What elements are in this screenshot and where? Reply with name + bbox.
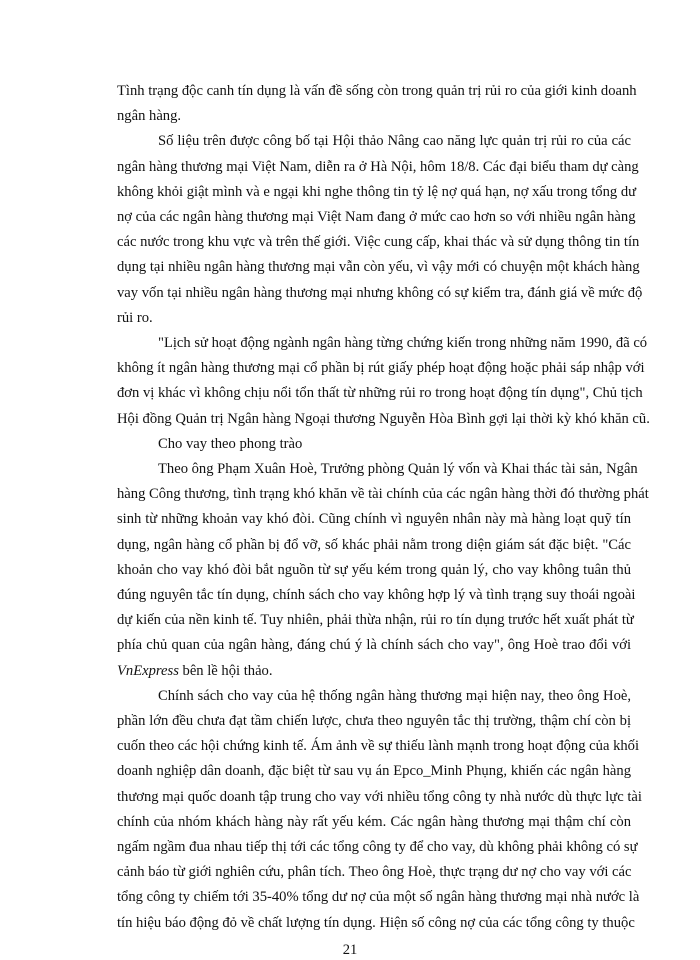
text-line: đúng nguyên tắc tín dụng, chính sách cho vay không hợp lý và tình trạng suy thoái ngoài — [117, 587, 636, 603]
text-line: cuốn theo các hội chứng kinh tế. Ám ảnh về sự thiếu lành mạnh trong hoạt động của khối — [117, 738, 640, 755]
text-line: thương mại quốc doanh tập trung cho vay với nhiều tổng công ty nhà nước dù thực lực tài — [117, 788, 642, 805]
text-line: phía chủ quan của ngân hàng, đáng chú ý là chính sách cho vay", ông Hoè trao đổi với — [117, 637, 631, 654]
text-line: Tình trạng độc canh tín dụng là vấn đề sống còn trong quản trị rủi ro của giới kinh doanh — [117, 83, 637, 99]
text-line: sinh từ những khoản vay khó đòi. Cũng chính vì nguyên nhân này mà hàng loạt quỹ tín — [117, 511, 631, 528]
text-line: dụng tại nhiều ngân hàng thương mại vẫn còn yếu, vì vậy mới có chuyện một khách hàng — [117, 259, 640, 276]
page-number: 21 — [342, 941, 358, 958]
text-line: Chính sách cho vay của hệ thống ngân hàng thương mại hiện nay, theo ông Hoè, — [158, 687, 631, 704]
text-line: hàng Công thương, tình trạng khó khăn về tài chính của các ngân hàng thời đó thường phát — [117, 486, 649, 503]
text-line: Số liệu trên được công bố tại Hội thảo Nâng cao năng lực quản trị rủi ro của các — [158, 133, 631, 150]
text-line: vay vốn tại nhiều ngân hàng thương mại nhưng không có sự kiểm tra, đánh giá về mức độ — [117, 284, 643, 301]
text-line: doanh nghiệp dân doanh, đặc biệt từ sau vụ án Epco_Minh Phụng, khiến các ngân hàng — [117, 763, 631, 780]
text-line: tín hiệu báo động đỏ về chất lượng tín dụng. Hiện số công nợ của các tổng công ty thuộc — [117, 914, 635, 931]
text-line: Hội đồng Quản trị Ngân hàng Ngoại thương Nguyễn Hòa Bình gợi lại thời kỳ khó khăn cũ. — [117, 410, 650, 427]
text-line: chính của nhóm khách hàng này rất yếu kém. Các ngân hàng thương mại thậm chí còn — [117, 813, 631, 830]
text-line: tổng công ty chiếm tới 35-40% tổng dư nợ của một số ngân hàng thương mại nhà nước là — [117, 889, 640, 906]
text-line: Theo ông Phạm Xuân Hoè, Trưởng phòng Quản lý vốn và Khai thác tài sản, Ngân — [158, 461, 638, 477]
text-line: ngân hàng thương mại Việt Nam, diễn ra ở Hà Nội, hôm 18/8. Các đại biểu tham dự càng — [117, 158, 639, 175]
text-line: dự kiến của nền kinh tế. Tuy nhiên, phải thừa nhận, rủi ro tín dụng trước hết xuất phát từ — [117, 612, 634, 629]
text-line — [117, 662, 273, 680]
text-line: các nước trong khu vực và trên thế giới. Việc cung cấp, khai thác và sử dụng thông tin tín — [117, 234, 640, 251]
text-line: rủi ro. — [117, 309, 153, 326]
text-line: "Lịch sử hoạt động ngành ngân hàng từng chứng kiến trong những năm 1990, đã có — [158, 335, 648, 351]
text-line: không khỏi giật mình và e ngại khi nghe thông tin tỷ lệ nợ quá hạn, nợ xấu trong tổng dư — [117, 183, 637, 200]
text-line: phần lớn đều chưa đạt tầm chiến lược, chưa theo nguyên tắc thị trường, thậm chí còn bị — [117, 713, 631, 729]
text-line: không ít ngân hàng thương mại cổ phần bị rút giấy phép hoạt động hoặc phải sáp nhập với — [117, 360, 645, 377]
text-line: ngấm ngầm đua nhau tiếp thị tới các tổng công ty để cho vay, dù không phải không có sự — [117, 839, 638, 855]
text-line: ngân hàng. — [117, 108, 182, 125]
section-heading: Cho vay theo phong trào — [158, 435, 303, 452]
text-line: khoản cho vay khó đòi bắt nguồn từ sự yếu kém trong quản lý, cho vay không tuân thủ — [117, 561, 631, 578]
text-line: cảnh báo từ giới nghiên cứu, phân tích. Theo ông Hoè, thực trạng dư nợ cho vay với các — [117, 864, 632, 881]
text-line: đơn vị khác vì không chịu nổi tổn thất từ những rủi ro trong hoạt động tín dụng", Chủ tịch — [117, 385, 643, 402]
text-fragment: bên lề hội thảo. — [178, 662, 273, 679]
publication-name: VnExpress — [117, 662, 179, 679]
text-line: dụng, ngân hàng cổ phần bị đổ vỡ, số khác phải nằm trong diện giám sát đặc biệt. "Các — [117, 536, 631, 553]
text-line: nợ của các ngân hàng thương mại Việt Nam đang ở mức cao hơn so với nhiều ngân hàng — [117, 209, 636, 225]
